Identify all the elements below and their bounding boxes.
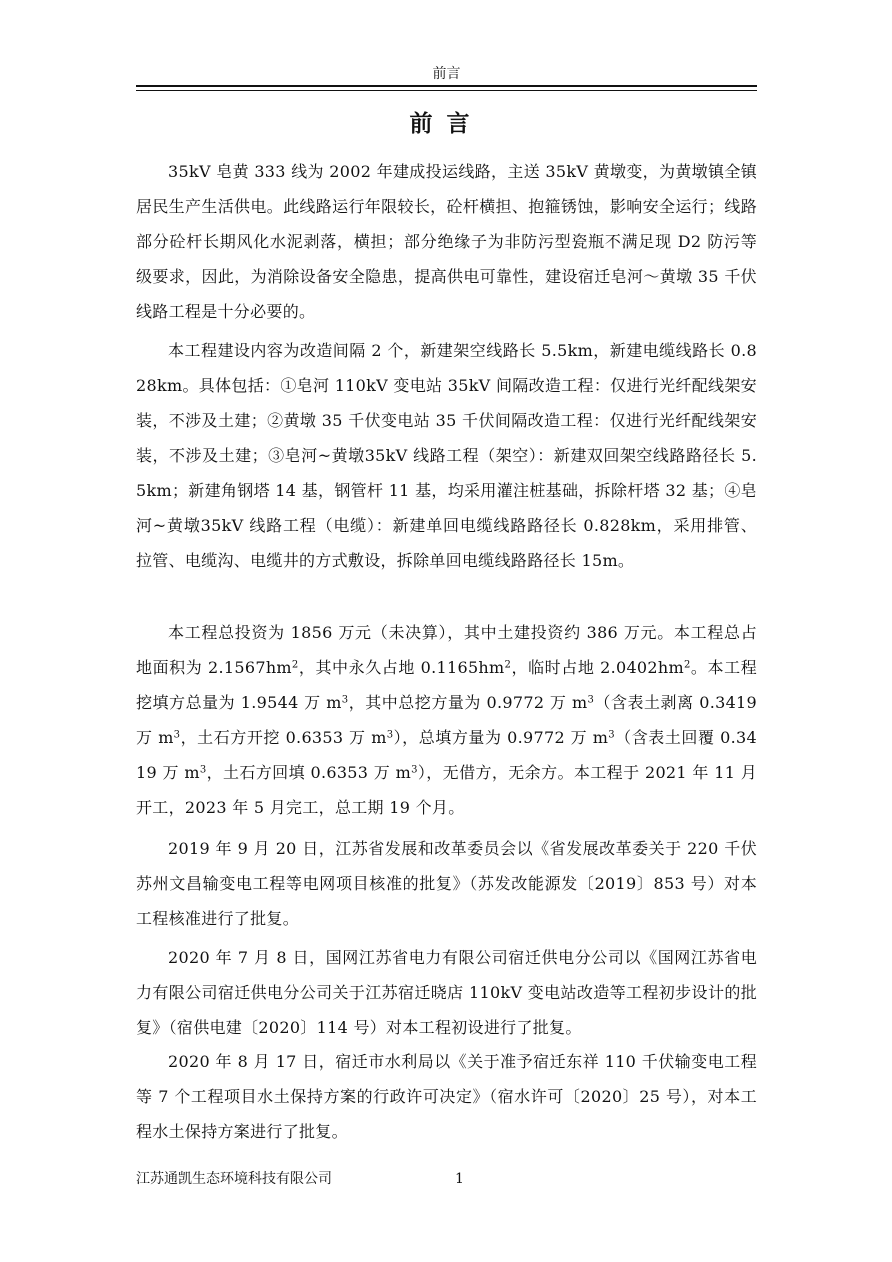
superscript: 3 [341,694,349,706]
page-title: 前言 [409,110,484,137]
text-run: （含表土剥离 0.3419 万 m [136,693,758,747]
text-run: ，土石方开挖 0.6353 万 m [180,728,387,747]
running-header: 前言 [432,66,461,82]
text-run: ，其中永久占地 0.1165hm [298,658,505,677]
paragraph-approval-soil-conservation: 2020 年 8 月 17 日，宿迁市水利局以《关于准予宿迁东祥 110 千伏输变电工程等 7 个工程项目水土保持方案的行政许可决定》（宿水许可〔2020〕25 号），对本工程水土保持方案进行了批复。 [136,1052,757,1141]
superscript: 3 [386,729,394,741]
superscript: 3 [608,729,615,741]
paragraph-background: 35kV 皂黄 333 线为 2002 年建成投运线路，主送 35kV 黄墩变，为黄墩镇全镇居民生产生活供电。此线路运行年限较长，砼杆横担、抱箍锈蚀，影响安全运行；线路部分砼杆长期风化水泥剥落，横担；部分绝缘子为非防污型瓷瓶不满足现 D2 防污等级要求，因此，为消除设备安全隐患，提高供电可靠性，建设宿迁皂河～黄墩 35 千伏线路工程是十分必要的。 [136,162,757,321]
superscript: 3 [199,764,207,776]
superscript: 2 [504,659,512,671]
paragraph-construction-content: 本工程建设内容为改造间隔 2 个，新建架空线路长 5.5km，新建电缆线路长 0.828km。具体包括：①皂河 110kV 变电站 35kV 间隔改造工程：仅进行光纤配线架安装，不涉及土建；②黄墩 35 千伏变电站 35 千伏间隔改造工程：仅进行光纤配线架安装，不涉及土建；③皂河~黄墩35kV 线路工程（架空）：新建双回架空线路路径长 5.5km；新建角钢塔 14 基，钢管杆 11 基，均采用灌注桩基础，拆除杆塔 32 基；④皂河~黄墩35kV 线路工程（电缆）：新建单回电缆线路路径长 0.828km，采用排管、拉管、电缆沟、电缆井的方式敷设，拆除单回电缆线路路径长 15m。 [136,341,757,570]
superscript: 2 [683,659,691,671]
page-number: 1 [455,1171,464,1187]
text-run: ，土石方回填 0.6353 万 m [206,763,412,782]
text-run: ，其中总挖方量为 0.9772 万 m [348,693,588,712]
paragraph-investment-and-earthwork [136,615,757,825]
header-rule-thin [136,90,757,91]
text-run: ），总填方量为 0.9772 万 m [393,728,609,747]
superscript: 3 [411,764,418,776]
superscript: 3 [173,729,181,741]
paragraph-approval-ndrc: 2019 年 9 月 20 日，江苏省发展和改革委员会以《省发展改革委关于 220 千伏苏州文昌输变电工程等电网项目核准的批复》（苏发改能源发〔2019〕853 号）对本工程核准进行了批复。 [136,839,757,928]
text-run: 本工程总投资为 1856 万元（未决算），其中土建投资约 386 万元。本工程总占地面积为 2.1567hm [136,623,757,677]
text-run: （含表土回覆 0.3419 万 m [136,728,757,782]
text-run: 。本工程挖填方总量为 1.9544 万 m [136,658,757,712]
footer-company: 江苏通凯生态环境科技有限公司 [136,1171,332,1187]
text-run: ），无借方，无余方。本工程于 2021 年 11 月开工，2023 年 5 月完工，总工期 19 个月。 [136,763,757,817]
header-rule-thick [136,85,757,87]
superscript: 2 [291,659,299,671]
superscript: 3 [587,694,595,706]
text-run: ，临时占地 2.0402hm [511,658,684,677]
paragraph-approval-design: 2020 年 7 月 8 日，国网江苏省电力有限公司宿迁供电分公司以《国网江苏省电力有限公司宿迁供电分公司关于江苏宿迁晓店 110kV 变电站改造等工程初步设计的批复》（宿供电建〔2020〕114 号）对本工程初设进行了批复。 [136,948,757,1037]
